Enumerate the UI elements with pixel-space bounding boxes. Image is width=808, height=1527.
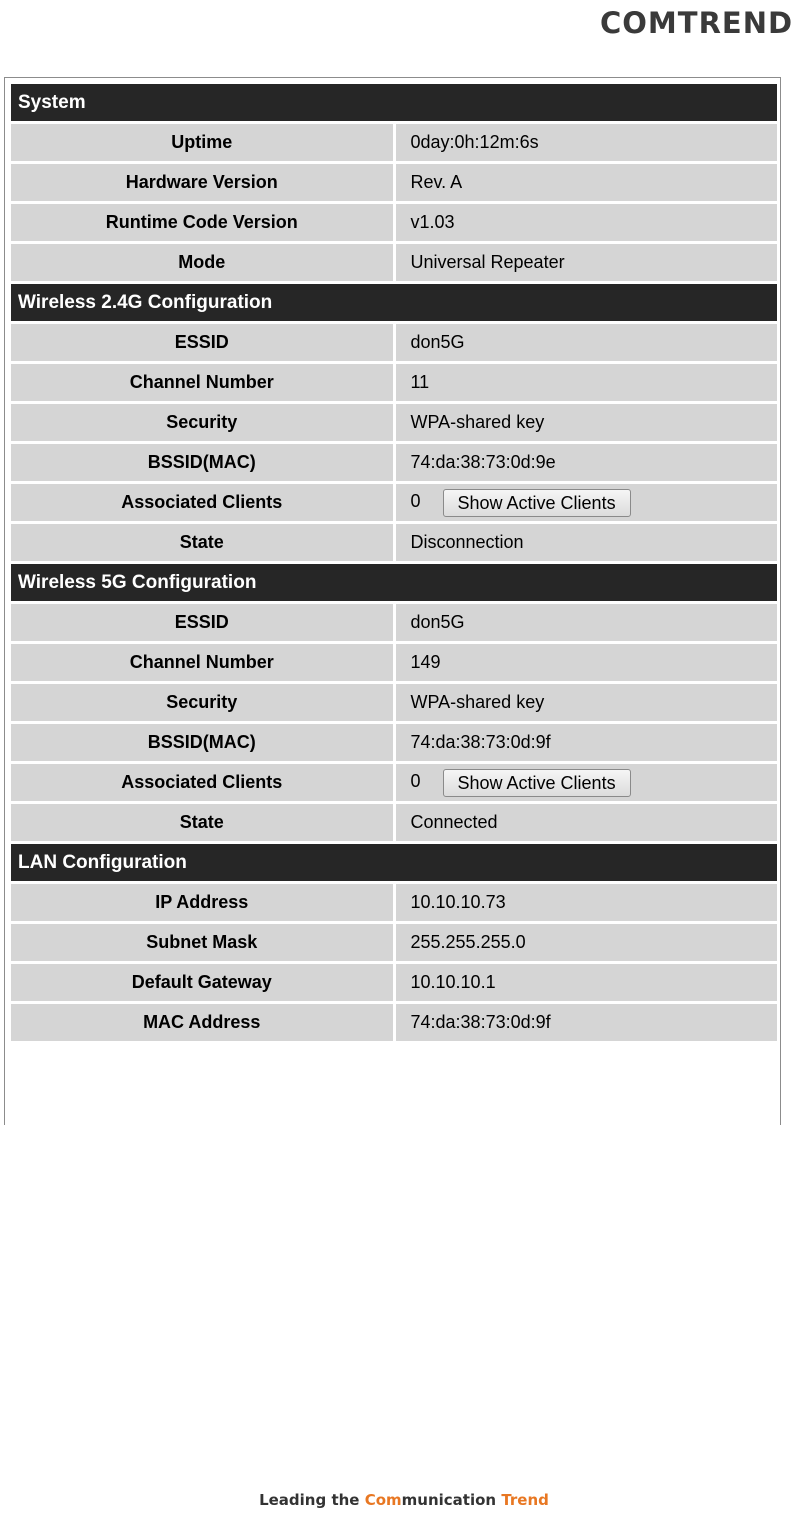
slogan-text: Leading the	[259, 1491, 365, 1509]
associated-clients-label: Associated Clients	[11, 764, 393, 801]
bssid-value: 74:da:38:73:0d:9e	[396, 444, 778, 481]
table-row	[11, 204, 777, 241]
associated-clients-count: 0	[410, 771, 421, 792]
table-row	[11, 124, 777, 161]
table-row	[11, 524, 777, 561]
table-row	[11, 684, 777, 721]
channel-number-label: Channel Number	[11, 364, 393, 401]
table-row	[11, 604, 777, 641]
table-row	[11, 924, 777, 961]
associated-clients-label: Associated Clients	[11, 484, 393, 521]
table-row	[11, 1004, 777, 1041]
table-row	[11, 324, 777, 361]
hardware-version-label: Hardware Version	[11, 164, 393, 201]
bssid-label: BSSID(MAC)	[11, 724, 393, 761]
section-title: System	[11, 84, 777, 121]
essid-value: don5G	[396, 324, 778, 361]
table-row	[11, 724, 777, 761]
associated-clients-count: 0	[410, 491, 421, 512]
table-row	[11, 804, 777, 841]
table-row	[11, 244, 777, 281]
hardware-version-value: Rev. A	[396, 164, 778, 201]
bssid-value: 74:da:38:73:0d:9f	[396, 724, 778, 761]
table-row	[11, 964, 777, 1001]
table-row	[11, 404, 777, 441]
associated-clients-value	[396, 764, 778, 801]
slogan-accent: Trend	[501, 1491, 549, 1509]
mac-address-label: MAC Address	[11, 1004, 393, 1041]
essid-label: ESSID	[11, 324, 393, 361]
channel-number-value: 11	[396, 364, 778, 401]
associated-clients-value	[396, 484, 778, 521]
mode-value: Universal Repeater	[396, 244, 778, 281]
security-label: Security	[11, 404, 393, 441]
state-value: Disconnection	[396, 524, 778, 561]
section-header-lan	[11, 844, 777, 881]
state-label: State	[11, 524, 393, 561]
mac-address-value: 74:da:38:73:0d:9f	[396, 1004, 778, 1041]
uptime-value: 0day:0h:12m:6s	[396, 124, 778, 161]
table-row	[11, 164, 777, 201]
section-header-system	[11, 84, 777, 121]
table-row	[11, 484, 777, 521]
mode-label: Mode	[11, 244, 393, 281]
show-active-clients-button-5g[interactable]: Show Active Clients	[443, 769, 631, 797]
security-value: WPA-shared key	[396, 684, 778, 721]
uptime-label: Uptime	[11, 124, 393, 161]
subnet-mask-value: 255.255.255.0	[396, 924, 778, 961]
slogan-text: munication	[401, 1491, 502, 1509]
table-row	[11, 764, 777, 801]
ip-address-label: IP Address	[11, 884, 393, 921]
ip-address-value: 10.10.10.73	[396, 884, 778, 921]
table-row	[11, 364, 777, 401]
subnet-mask-label: Subnet Mask	[11, 924, 393, 961]
slogan-accent: Com	[364, 1491, 402, 1509]
section-header-wireless-5g	[11, 564, 777, 601]
essid-value: don5G	[396, 604, 778, 641]
show-active-clients-button-24g[interactable]: Show Active Clients	[443, 489, 631, 517]
default-gateway-label: Default Gateway	[11, 964, 393, 1001]
section-title: Wireless 2.4G Configuration	[11, 284, 777, 321]
status-table	[8, 81, 780, 1044]
section-title: Wireless 5G Configuration	[11, 564, 777, 601]
security-label: Security	[11, 684, 393, 721]
runtime-code-version-value: v1.03	[396, 204, 778, 241]
channel-number-value: 149	[396, 644, 778, 681]
state-label: State	[11, 804, 393, 841]
footer-slogan	[0, 1491, 808, 1509]
runtime-code-version-label: Runtime Code Version	[11, 204, 393, 241]
security-value: WPA-shared key	[396, 404, 778, 441]
table-row	[11, 444, 777, 481]
state-value: Connected	[396, 804, 778, 841]
essid-label: ESSID	[11, 604, 393, 641]
default-gateway-value: 10.10.10.1	[396, 964, 778, 1001]
bssid-label: BSSID(MAC)	[11, 444, 393, 481]
table-row	[11, 644, 777, 681]
table-row	[11, 884, 777, 921]
comtrend-logo: COMTREND	[600, 6, 794, 40]
section-title: LAN Configuration	[11, 844, 777, 881]
section-header-wireless-24g	[11, 284, 777, 321]
channel-number-label: Channel Number	[11, 644, 393, 681]
